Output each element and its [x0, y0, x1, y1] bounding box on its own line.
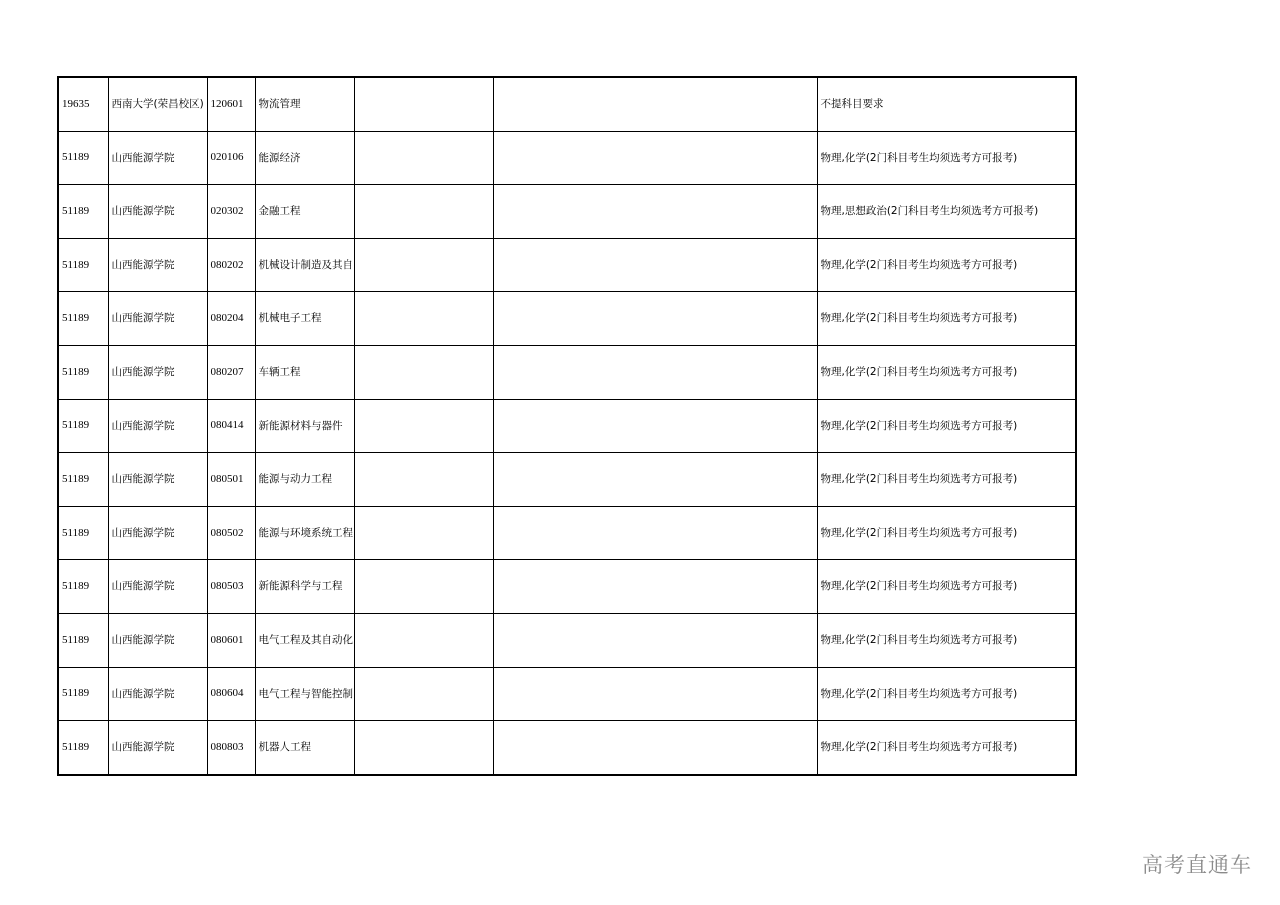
- cell-school-name: 山西能源学院: [108, 667, 207, 721]
- cell-major-code: 080202: [207, 238, 255, 292]
- cell-empty-1: [354, 667, 493, 721]
- cell-empty-1: [354, 453, 493, 507]
- cell-subject-requirement: 物理,思想政治(2门科目考生均须选考方可报考): [817, 185, 1076, 239]
- cell-major-name: 能源与环境系统工程: [255, 506, 354, 560]
- cell-empty-2: [493, 131, 817, 185]
- cell-subject-requirement: 物理,化学(2门科目考生均须选考方可报考): [817, 453, 1076, 507]
- table-body: [58, 77, 1076, 775]
- cell-major-name: 能源与动力工程: [255, 453, 354, 507]
- cell-empty-1: [354, 131, 493, 185]
- cell-major-code: 080503: [207, 560, 255, 614]
- table-row: [58, 453, 1076, 507]
- table-row: [58, 292, 1076, 346]
- cell-school-code: 51189: [58, 292, 108, 346]
- cell-school-name: 山西能源学院: [108, 238, 207, 292]
- cell-major-code: 080803: [207, 721, 255, 775]
- cell-school-code: 51189: [58, 613, 108, 667]
- cell-subject-requirement: 物理,化学(2门科目考生均须选考方可报考): [817, 238, 1076, 292]
- cell-empty-2: [493, 667, 817, 721]
- cell-school-code: 51189: [58, 453, 108, 507]
- watermark-text: 高考直通车: [1142, 853, 1252, 877]
- cell-school-code: 51189: [58, 560, 108, 614]
- cell-major-code: 020106: [207, 131, 255, 185]
- cell-empty-1: [354, 560, 493, 614]
- cell-major-name: 车辆工程: [255, 345, 354, 399]
- cell-empty-1: [354, 77, 493, 131]
- cell-school-name: 山西能源学院: [108, 613, 207, 667]
- cell-school-name: 山西能源学院: [108, 185, 207, 239]
- cell-empty-1: [354, 613, 493, 667]
- table-row: [58, 131, 1076, 185]
- cell-subject-requirement: 物理,化学(2门科目考生均须选考方可报考): [817, 667, 1076, 721]
- cell-school-name: 山西能源学院: [108, 721, 207, 775]
- cell-subject-requirement: 物理,化学(2门科目考生均须选考方可报考): [817, 721, 1076, 775]
- cell-major-code: 080207: [207, 345, 255, 399]
- cell-school-code: 51189: [58, 667, 108, 721]
- cell-school-name: 山西能源学院: [108, 453, 207, 507]
- cell-major-name: 机器人工程: [255, 721, 354, 775]
- cell-empty-1: [354, 506, 493, 560]
- cell-school-name: 山西能源学院: [108, 345, 207, 399]
- cell-major-code: 080502: [207, 506, 255, 560]
- cell-major-name: 机械电子工程: [255, 292, 354, 346]
- cell-empty-2: [493, 185, 817, 239]
- cell-major-name: 机械设计制造及其自: [255, 238, 354, 292]
- table-row: [58, 721, 1076, 775]
- cell-major-name: 金融工程: [255, 185, 354, 239]
- cell-empty-2: [493, 399, 817, 453]
- cell-empty-1: [354, 292, 493, 346]
- cell-school-name: 西南大学(荣昌校区): [108, 77, 207, 131]
- subject-requirements-table: [57, 76, 1077, 776]
- cell-major-name: 物流管理: [255, 77, 354, 131]
- cell-empty-2: [493, 345, 817, 399]
- table-row: [58, 399, 1076, 453]
- cell-school-code: 51189: [58, 238, 108, 292]
- cell-school-code: 19635: [58, 77, 108, 131]
- cell-major-name: 电气工程及其自动化: [255, 613, 354, 667]
- cell-empty-1: [354, 399, 493, 453]
- cell-school-code: 51189: [58, 399, 108, 453]
- cell-school-code: 51189: [58, 185, 108, 239]
- table-row: [58, 345, 1076, 399]
- cell-empty-2: [493, 560, 817, 614]
- table-row: [58, 238, 1076, 292]
- cell-major-name: 新能源材料与器件: [255, 399, 354, 453]
- cell-subject-requirement: 物理,化学(2门科目考生均须选考方可报考): [817, 131, 1076, 185]
- cell-subject-requirement: 物理,化学(2门科目考生均须选考方可报考): [817, 613, 1076, 667]
- cell-empty-2: [493, 506, 817, 560]
- cell-major-code: 120601: [207, 77, 255, 131]
- table-row: [58, 667, 1076, 721]
- cell-school-code: 51189: [58, 506, 108, 560]
- table-row: [58, 506, 1076, 560]
- table-row: [58, 77, 1076, 131]
- cell-school-name: 山西能源学院: [108, 292, 207, 346]
- cell-empty-2: [493, 77, 817, 131]
- cell-major-code: 080204: [207, 292, 255, 346]
- cell-empty-2: [493, 453, 817, 507]
- cell-subject-requirement: 物理,化学(2门科目考生均须选考方可报考): [817, 292, 1076, 346]
- cell-major-code: 080501: [207, 453, 255, 507]
- cell-empty-1: [354, 345, 493, 399]
- cell-school-name: 山西能源学院: [108, 399, 207, 453]
- cell-major-name: 新能源科学与工程: [255, 560, 354, 614]
- cell-subject-requirement: 不提科目要求: [817, 77, 1076, 131]
- cell-major-name: 能源经济: [255, 131, 354, 185]
- cell-major-code: 020302: [207, 185, 255, 239]
- cell-subject-requirement: 物理,化学(2门科目考生均须选考方可报考): [817, 345, 1076, 399]
- cell-empty-2: [493, 721, 817, 775]
- cell-empty-1: [354, 185, 493, 239]
- cell-empty-2: [493, 238, 817, 292]
- cell-major-code: 080414: [207, 399, 255, 453]
- cell-empty-1: [354, 721, 493, 775]
- cell-school-code: 51189: [58, 345, 108, 399]
- cell-subject-requirement: 物理,化学(2门科目考生均须选考方可报考): [817, 506, 1076, 560]
- cell-subject-requirement: 物理,化学(2门科目考生均须选考方可报考): [817, 560, 1076, 614]
- cell-school-name: 山西能源学院: [108, 560, 207, 614]
- cell-subject-requirement: 物理,化学(2门科目考生均须选考方可报考): [817, 399, 1076, 453]
- cell-major-code: 080604: [207, 667, 255, 721]
- cell-school-code: 51189: [58, 131, 108, 185]
- cell-empty-2: [493, 292, 817, 346]
- cell-empty-2: [493, 613, 817, 667]
- cell-major-name: 电气工程与智能控制: [255, 667, 354, 721]
- cell-school-name: 山西能源学院: [108, 506, 207, 560]
- cell-school-code: 51189: [58, 721, 108, 775]
- cell-empty-1: [354, 238, 493, 292]
- cell-school-name: 山西能源学院: [108, 131, 207, 185]
- table-row: [58, 613, 1076, 667]
- cell-major-code: 080601: [207, 613, 255, 667]
- table-row: [58, 185, 1076, 239]
- table-row: [58, 560, 1076, 614]
